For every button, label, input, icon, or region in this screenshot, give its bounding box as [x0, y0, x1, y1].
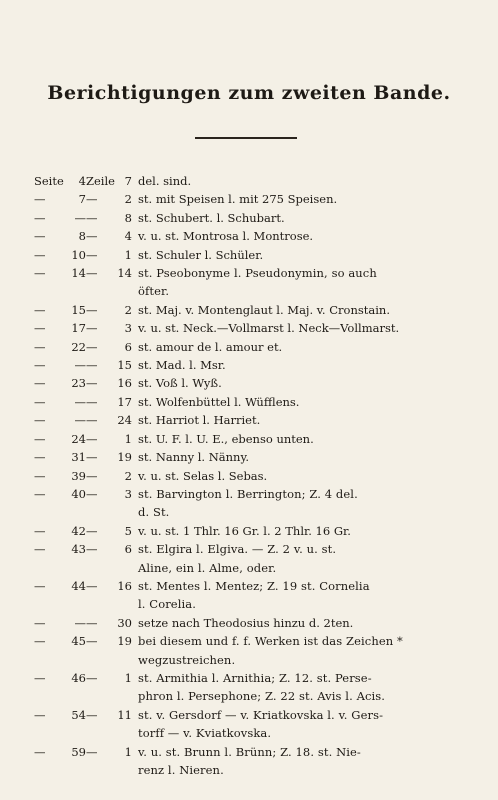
line-ref-number: 1 — [124, 431, 132, 446]
errata-entry — [34, 706, 474, 743]
page-ref-number: 44 — [71, 578, 86, 593]
line-ref-number: 14 — [117, 266, 132, 281]
page-ref — [34, 172, 86, 190]
page-ref-label: — — [34, 321, 46, 336]
correction-text: st. Nanny l. Nänny. — [138, 450, 250, 465]
page-ref-number: 8 — [78, 229, 86, 244]
page-ref-number: — — [74, 394, 86, 409]
page-ref — [34, 540, 86, 558]
page-ref-label: — — [34, 542, 46, 557]
page-ref — [34, 190, 86, 208]
errata-entry — [34, 540, 474, 577]
page-ref-label: — — [34, 192, 46, 207]
page-ref-label: — — [34, 358, 46, 373]
correction-text: st. v. Gersdorf — v. Kriatkovska l. v. Gers- torff — v. Kviatkovska. — [138, 707, 384, 741]
page-ref — [34, 301, 86, 319]
line-ref-label: — — [86, 229, 98, 244]
page-ref-label: — — [34, 486, 46, 501]
line-ref — [86, 540, 138, 558]
correction-text: v. u. st. Selas l. Sebas. — [138, 468, 268, 483]
page-ref-number: 4 — [78, 174, 86, 188]
page-ref — [34, 706, 86, 724]
page-ref — [34, 338, 86, 356]
correction-text: v. u. st. Montrosa l. Montrose. — [138, 229, 314, 244]
line-ref — [86, 706, 138, 724]
page-ref-number: 54 — [71, 707, 86, 722]
errata-entry — [34, 467, 474, 485]
page-ref-number: 46 — [71, 670, 86, 685]
page-ref-label: — — [34, 210, 46, 225]
errata-entry — [34, 743, 474, 780]
correction-text: st. Armithia l. Arnithia; Z. 12. st. Perse- phron l. Persephone; Z. 22 st. Avis l. Acis. — [138, 670, 386, 704]
page-ref-label: — — [34, 229, 46, 244]
line-ref — [86, 209, 138, 227]
page-ref — [34, 448, 86, 466]
page-ref-label: — — [34, 394, 46, 409]
line-ref-label: — — [86, 321, 98, 336]
page-ref — [34, 522, 86, 540]
page-ref-number: 7 — [78, 192, 86, 207]
page-ref-number: 23 — [71, 376, 86, 391]
page-ref-label: — — [34, 634, 46, 649]
page-ref-label: — — [34, 744, 46, 759]
line-ref-number: 8 — [124, 210, 132, 225]
page-ref-label: — — [34, 302, 46, 317]
correction-text: v. u. st. 1 Thlr. 16 Gr. l. 2 Thlr. 16 Gr. — [138, 523, 351, 538]
page-ref-label: — — [34, 339, 46, 354]
line-ref-number: 19 — [117, 634, 132, 649]
correction-text: st. Barvington l. Berrington; Z. 4 del. d. St. — [138, 486, 358, 520]
page-ref — [34, 227, 86, 245]
line-ref-number: 2 — [124, 302, 132, 317]
page-ref-label: — — [34, 578, 46, 593]
page-ref — [34, 411, 86, 429]
correction-text: bei diesem und f. f. Werken ist das Zeichen * wegzustreichen. — [138, 634, 403, 667]
line-ref-number: 11 — [117, 707, 132, 722]
page-ref-number: 43 — [71, 542, 86, 557]
line-ref — [86, 246, 138, 264]
page-ref — [34, 614, 86, 632]
correction-text: st. Harriot l. Harriet. — [138, 413, 261, 428]
errata-entry — [34, 577, 474, 614]
line-ref — [86, 632, 138, 650]
page-ref-label: — — [34, 413, 46, 428]
line-ref — [86, 448, 138, 466]
correction-text: st. Maj. v. Montenglaut l. Maj. v. Cronstain. — [138, 302, 390, 317]
page-ref-number: 42 — [71, 523, 86, 538]
errata-entry — [34, 374, 474, 392]
page-ref-label: — — [34, 468, 46, 483]
correction-text: st. Mad. l. Msr. — [138, 358, 226, 373]
page-ref-number: — — [74, 413, 86, 428]
page-ref — [34, 246, 86, 264]
page-ref — [34, 209, 86, 227]
errata-entry — [34, 227, 474, 245]
correction-text: st. Elgira l. Elgiva. — Z. 2 v. u. st. Aline, ein l. Alme, oder. — [138, 542, 337, 575]
line-ref-number: 2 — [124, 468, 132, 483]
correction-text: setze nach Theodosius hinzu d. 2ten. — [138, 615, 354, 630]
line-ref — [86, 264, 138, 282]
line-ref-number: 3 — [124, 486, 132, 501]
page-ref — [34, 485, 86, 503]
line-ref-label: — — [86, 707, 98, 722]
page-ref-label: — — [34, 707, 46, 722]
line-ref — [86, 430, 138, 448]
page-ref-number: — — [74, 210, 86, 225]
page-ref-number: — — [74, 615, 86, 630]
page-ref-label: — — [34, 523, 46, 538]
line-ref-label: — — [86, 431, 98, 446]
page-ref-label: — — [34, 266, 46, 281]
line-ref-number: 6 — [124, 339, 132, 354]
page-ref — [34, 374, 86, 392]
line-ref — [86, 743, 138, 761]
line-ref — [86, 338, 138, 356]
line-ref-number: 2 — [124, 192, 132, 207]
page-ref — [34, 577, 86, 595]
page-ref-number: 22 — [71, 339, 86, 354]
correction-text: st. Schubert. l. Schubart. — [138, 210, 285, 225]
page-ref-number: 10 — [71, 247, 86, 262]
errata-entry — [34, 356, 474, 374]
errata-entry — [34, 246, 474, 264]
errata-entry — [34, 485, 474, 522]
line-ref-number: 16 — [117, 376, 132, 391]
line-ref-label: — — [86, 358, 98, 373]
line-ref-number: 5 — [124, 523, 132, 538]
page-ref — [34, 467, 86, 485]
line-ref-label: — — [86, 266, 98, 281]
line-ref-label: — — [86, 523, 98, 538]
line-ref-number: 1 — [124, 744, 132, 759]
correction-text: v. u. st. Brunn l. Brünn; Z. 18. st. Nie- renz l. Nieren. — [138, 744, 361, 777]
line-ref — [86, 467, 138, 485]
line-ref-label: — — [86, 450, 98, 465]
errata-entry — [34, 264, 474, 301]
line-ref — [86, 577, 138, 595]
line-ref — [86, 614, 138, 632]
page-ref-label: — — [34, 615, 46, 630]
line-ref-label: — — [86, 376, 98, 391]
page-ref-number: 45 — [71, 634, 86, 649]
page-ref-label: — — [34, 431, 46, 446]
line-ref-label: — — [86, 302, 98, 317]
page-ref-number: 24 — [71, 431, 86, 446]
correction-text: st. Mentes l. Mentez; Z. 19 st. Cornelia l. Corelia. — [138, 578, 370, 612]
title-divider — [195, 137, 297, 139]
correction-text: del. sind. — [138, 174, 192, 188]
correction-text: st. Pseobonyme l. Pseudonymin, so auch öfter. — [138, 266, 377, 299]
line-ref-number: 17 — [117, 394, 132, 409]
line-ref — [86, 374, 138, 392]
line-ref-label: — — [86, 339, 98, 354]
line-ref — [86, 669, 138, 687]
line-ref-number: 1 — [124, 247, 132, 262]
line-ref-number: 6 — [124, 542, 132, 557]
line-ref-label: — — [86, 394, 98, 409]
line-ref-label: — — [86, 744, 98, 759]
line-ref — [86, 485, 138, 503]
page-ref-label: Seite — [34, 174, 64, 188]
errata-entry — [34, 172, 474, 190]
page-ref — [34, 632, 86, 650]
page-ref-label: — — [34, 247, 46, 262]
errata-entry — [34, 448, 474, 466]
page-ref-number: 40 — [71, 486, 86, 501]
correction-text: st. U. F. l. U. E., ebenso unten. — [138, 431, 314, 446]
line-ref — [86, 522, 138, 540]
errata-entry — [34, 190, 474, 208]
errata-entry — [34, 614, 474, 632]
errata-entry — [34, 209, 474, 227]
page-ref-number: 15 — [71, 302, 86, 317]
page-ref-number: 14 — [71, 266, 86, 281]
page-ref-number: 39 — [71, 468, 86, 483]
page-ref-number: 17 — [71, 321, 86, 336]
errata-entry — [34, 430, 474, 448]
line-ref-number: 19 — [117, 450, 132, 465]
line-ref-label: Zeile — [86, 174, 115, 188]
line-ref-label: — — [86, 413, 98, 428]
errata-entry — [34, 411, 474, 429]
errata-entry — [34, 393, 474, 411]
line-ref — [86, 411, 138, 429]
errata-list — [34, 172, 474, 779]
page-ref-number: 59 — [71, 744, 86, 759]
page-title: Berichtigungen zum zweiten Bande. — [47, 82, 451, 104]
correction-text: st. mit Speisen l. mit 275 Speisen. — [138, 192, 338, 207]
page-ref-number: — — [74, 358, 86, 373]
errata-entry — [34, 669, 474, 706]
line-ref-label: — — [86, 210, 98, 225]
correction-text: st. Voß l. Wyß. — [138, 376, 222, 391]
correction-text: st. Schuler l. Schüler. — [138, 247, 264, 262]
errata-entry — [34, 338, 474, 356]
line-ref-number: 16 — [117, 578, 132, 593]
page-ref — [34, 264, 86, 282]
errata-entry — [34, 632, 474, 669]
line-ref — [86, 172, 138, 190]
page-ref-label: — — [34, 376, 46, 391]
line-ref-label: — — [86, 192, 98, 207]
line-ref-number: 24 — [117, 413, 132, 428]
line-ref-label: — — [86, 634, 98, 649]
line-ref-label: — — [86, 247, 98, 262]
line-ref — [86, 301, 138, 319]
line-ref — [86, 393, 138, 411]
line-ref-label: — — [86, 468, 98, 483]
errata-entry — [34, 522, 474, 540]
page-ref-number: 31 — [71, 450, 86, 465]
line-ref-label: — — [86, 486, 98, 501]
page-ref-label: — — [34, 450, 46, 465]
page-ref — [34, 743, 86, 761]
page-ref — [34, 356, 86, 374]
errata-entry — [34, 301, 474, 319]
page-ref — [34, 669, 86, 687]
errata-entry — [34, 319, 474, 337]
line-ref-label: — — [86, 542, 98, 557]
line-ref-label: — — [86, 615, 98, 630]
line-ref-number: 3 — [124, 321, 132, 336]
line-ref-number: 7 — [124, 174, 132, 188]
correction-text: st. Wolfenbüttel l. Wüfflens. — [138, 394, 300, 409]
page-ref — [34, 430, 86, 448]
line-ref — [86, 319, 138, 337]
correction-text: v. u. st. Neck.—Vollmarst l. Neck—Vollmarst. — [138, 321, 400, 336]
page-ref-label: — — [34, 670, 46, 685]
line-ref — [86, 356, 138, 374]
line-ref-label: — — [86, 670, 98, 685]
page-ref — [34, 393, 86, 411]
line-ref — [86, 227, 138, 245]
line-ref-number: 30 — [117, 615, 132, 630]
line-ref-label: — — [86, 578, 98, 593]
line-ref-number: 4 — [124, 229, 132, 244]
line-ref-number: 1 — [124, 670, 132, 685]
line-ref-number: 15 — [117, 358, 132, 373]
page-ref — [34, 319, 86, 337]
line-ref — [86, 190, 138, 208]
correction-text: st. amour de l. amour et. — [138, 339, 283, 354]
